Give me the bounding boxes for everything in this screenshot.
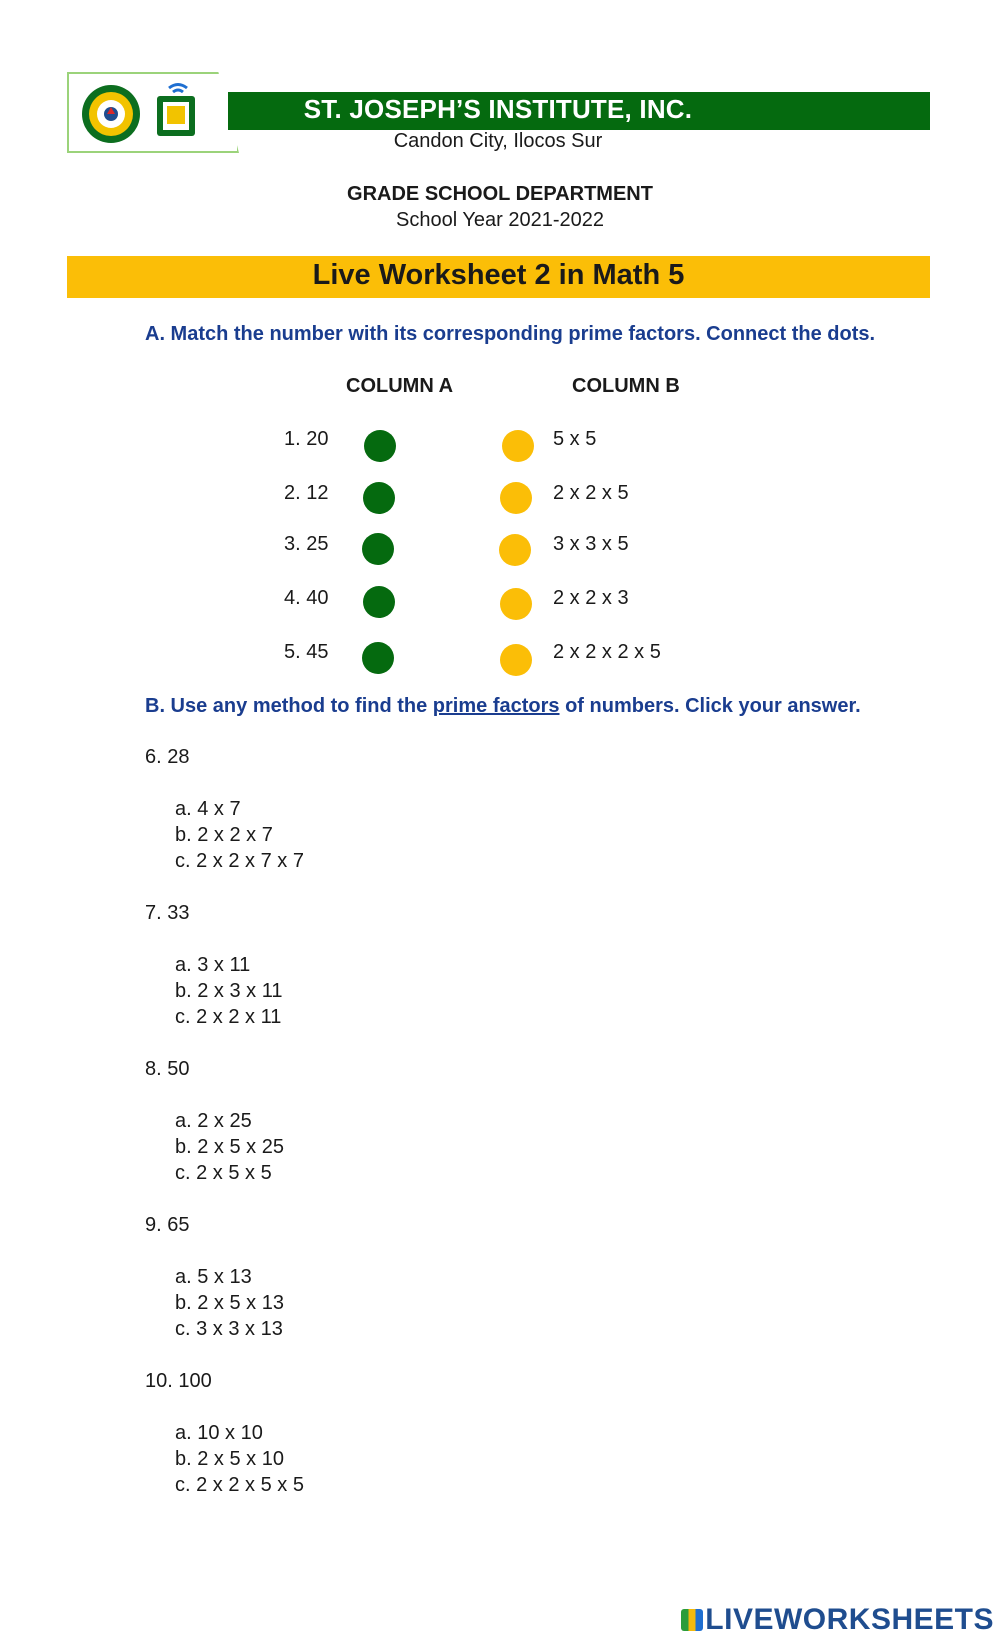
question-9-option-a[interactable]: a. 5 x 13 xyxy=(175,1266,252,1288)
column-a-item-2: 2. 12 xyxy=(284,482,329,504)
question-8-option-c[interactable]: c. 2 x 5 x 5 xyxy=(175,1162,272,1184)
column-b-item-5: 2 x 2 x 2 x 5 xyxy=(553,641,661,663)
question-8-option-b[interactable]: b. 2 x 5 x 25 xyxy=(175,1136,284,1158)
section-b-instruction-pre: B. Use any method to find the xyxy=(145,695,433,717)
column-a-dot-3[interactable] xyxy=(362,533,394,565)
question-6-option-a[interactable]: a. 4 x 7 xyxy=(175,798,241,820)
column-b-header: COLUMN B xyxy=(572,375,680,397)
question-6-option-c[interactable]: c. 2 x 2 x 7 x 7 xyxy=(175,850,304,872)
prime-factors-link[interactable]: prime factors xyxy=(432,695,560,717)
question-8-option-a[interactable]: a. 2 x 25 xyxy=(175,1110,252,1132)
column-a-item-5: 5. 45 xyxy=(284,641,329,663)
liveworksheets-logo xyxy=(681,1603,994,1637)
school-city: Candon City, Ilocos Sur xyxy=(393,130,603,152)
column-a-dot-2[interactable] xyxy=(363,482,395,514)
column-a-item-4: 4. 40 xyxy=(284,587,329,609)
question-10: 10. 100 xyxy=(145,1370,212,1392)
column-b-dot-4[interactable] xyxy=(500,588,532,620)
column-b-item-2: 2 x 2 x 5 xyxy=(553,482,629,504)
column-b-item-3: 3 x 3 x 5 xyxy=(553,533,629,555)
question-6-option-b[interactable]: b. 2 x 2 x 7 xyxy=(175,824,273,846)
section-a-instruction: A. Match the number with its corresponding prime factors. Connect the dots. xyxy=(145,323,876,345)
question-7-option-b[interactable]: b. 2 x 3 x 11 xyxy=(175,980,283,1002)
logo-box xyxy=(67,72,239,153)
question-8: 8. 50 xyxy=(145,1058,190,1080)
column-a-dot-4[interactable] xyxy=(363,586,395,618)
school-seals xyxy=(69,74,241,155)
column-a-header: COLUMN A xyxy=(346,375,454,397)
column-a-dot-1[interactable] xyxy=(364,430,396,462)
column-b-dot-2[interactable] xyxy=(500,482,532,514)
column-b-dot-1[interactable] xyxy=(502,430,534,462)
question-10-option-c[interactable]: c. 2 x 2 x 5 x 5 xyxy=(175,1474,304,1496)
column-a-item-3: 3. 25 xyxy=(284,533,329,555)
column-a-dot-5[interactable] xyxy=(362,642,394,674)
column-b-item-1: 5 x 5 xyxy=(553,428,597,450)
school-year: School Year 2021-2022 xyxy=(396,209,604,231)
school-name: ST. JOSEPH’S INSTITUTE, INC. xyxy=(303,94,693,124)
column-b-dot-5[interactable] xyxy=(500,644,532,676)
section-b-instruction xyxy=(145,695,861,718)
section-b-instruction-post: of numbers. Click your answer. xyxy=(559,695,861,717)
school-seal-icon xyxy=(82,85,140,143)
column-b-dot-3[interactable] xyxy=(499,534,531,566)
column-b-item-4: 2 x 2 x 3 xyxy=(553,587,629,609)
liveworksheets-brand: LIVEWORKSHEETS xyxy=(705,1603,994,1636)
book-tablet-icon xyxy=(157,85,195,137)
question-6: 6. 28 xyxy=(145,746,190,768)
question-7: 7. 33 xyxy=(145,902,190,924)
liveworksheets-icon xyxy=(681,1609,703,1631)
question-9-option-c[interactable]: c. 3 x 3 x 13 xyxy=(175,1318,283,1340)
worksheet-title: Live Worksheet 2 in Math 5 xyxy=(312,259,685,291)
question-7-option-a[interactable]: a. 3 x 11 xyxy=(175,954,251,976)
question-9-option-b[interactable]: b. 2 x 5 x 13 xyxy=(175,1292,284,1314)
question-10-option-a[interactable]: a. 10 x 10 xyxy=(175,1422,263,1444)
question-7-option-c[interactable]: c. 2 x 2 x 11 xyxy=(175,1006,282,1028)
question-10-option-b[interactable]: b. 2 x 5 x 10 xyxy=(175,1448,284,1470)
column-a-item-1: 1. 20 xyxy=(284,428,329,450)
question-9: 9. 65 xyxy=(145,1214,190,1236)
department: GRADE SCHOOL DEPARTMENT xyxy=(347,183,653,205)
